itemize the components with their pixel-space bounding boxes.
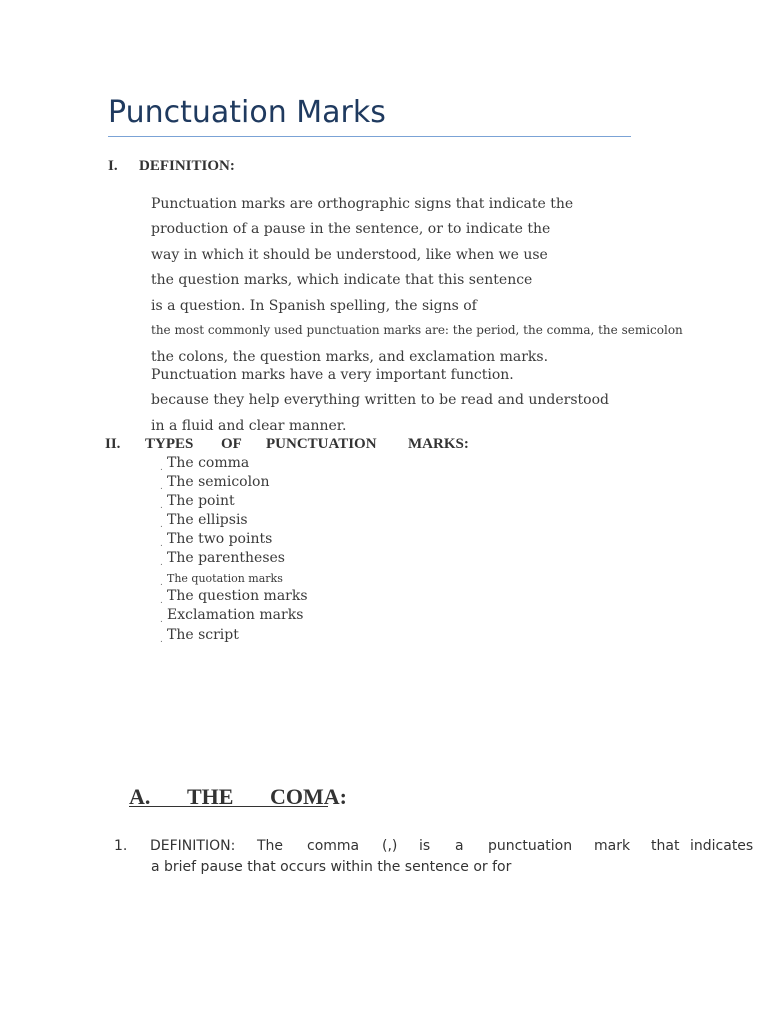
- bullet-marker: .: [160, 578, 163, 588]
- subsection-underline: [129, 806, 328, 807]
- list-item-text: Exclamation marks: [167, 607, 304, 623]
- def-word: DEFINITION:: [150, 838, 236, 854]
- section-2-number: II.: [105, 436, 121, 452]
- def-word: punctuation: [488, 838, 573, 854]
- section-2-word-types: TYPES: [145, 436, 194, 452]
- def-word: indicates: [690, 838, 754, 854]
- title-underline: [108, 136, 631, 137]
- list-item-text: The comma: [167, 455, 250, 471]
- definition-line-10: in a fluid and clear manner.: [151, 418, 347, 434]
- section-2-word-marks: MARKS:: [408, 436, 469, 452]
- list-item: [160, 549, 285, 572]
- definition-line-5: is a question. In Spanish spelling, the signs of: [151, 298, 477, 314]
- page-title: Punctuation Marks: [108, 95, 386, 130]
- bullet-marker: .: [160, 501, 163, 511]
- section-2-word-of: OF: [221, 436, 242, 452]
- definition-line-8: Punctuation marks have a very important function.: [151, 367, 514, 383]
- bullet-marker: .: [160, 635, 163, 645]
- list-item-text: The ellipsis: [167, 512, 248, 528]
- subsection-word-the: THE: [187, 784, 234, 809]
- bullet-marker: .: [160, 558, 163, 568]
- definition-line-6: the most commonly used punctuation marks are: the period, the comma, the semicolon: [151, 323, 683, 337]
- subsection-letter: A.: [129, 784, 151, 809]
- list-item-text: The parentheses: [167, 550, 285, 566]
- definition-line-3: way in which it should be understood, like when we use: [151, 247, 548, 263]
- subsection-word-coma: COMA:: [270, 784, 347, 809]
- definition-line-4: the question marks, which indicate that this sentence: [151, 272, 533, 288]
- def-word: is: [419, 838, 431, 854]
- section-1-number: I.: [108, 158, 118, 174]
- bullet-marker: .: [160, 596, 163, 606]
- definition-line-2: production of a pause in the sentence, or to indicate the: [151, 221, 551, 237]
- list-item-text: The two points: [167, 531, 273, 547]
- bullet-marker: .: [160, 520, 163, 530]
- def-word: a: [455, 838, 464, 854]
- definition-line-7: the colons, the question marks, and exclamation marks.: [151, 349, 549, 365]
- list-item-text: The point: [167, 493, 235, 509]
- definition-line-9: because they help everything written to be read and understood: [151, 392, 609, 408]
- bullet-marker: .: [160, 615, 163, 625]
- section-1-heading: [108, 157, 235, 175]
- bullet-marker: .: [160, 482, 163, 492]
- list-item-text: The quotation marks: [167, 572, 283, 585]
- bullet-marker: .: [160, 463, 163, 473]
- list-item-text: The question marks: [167, 588, 308, 604]
- list-item: [160, 626, 239, 649]
- definition-number: 1.: [114, 838, 128, 854]
- definition-line-2: a brief pause that occurs within the sentence or for: [151, 859, 512, 875]
- section-2-word-punctuation: PUNCTUATION: [266, 436, 377, 452]
- list-item-text: The script: [167, 627, 239, 643]
- bullet-marker: .: [160, 539, 163, 549]
- def-word: mark: [594, 838, 631, 854]
- def-word: that: [651, 838, 680, 854]
- section-1-title: DEFINITION:: [139, 158, 235, 174]
- list-item-text: The semicolon: [167, 474, 270, 490]
- def-word: comma: [307, 838, 360, 854]
- def-word: The: [257, 838, 284, 854]
- def-word: (,): [382, 838, 398, 854]
- definition-line-1: Punctuation marks are orthographic signs that indicate the: [151, 196, 574, 212]
